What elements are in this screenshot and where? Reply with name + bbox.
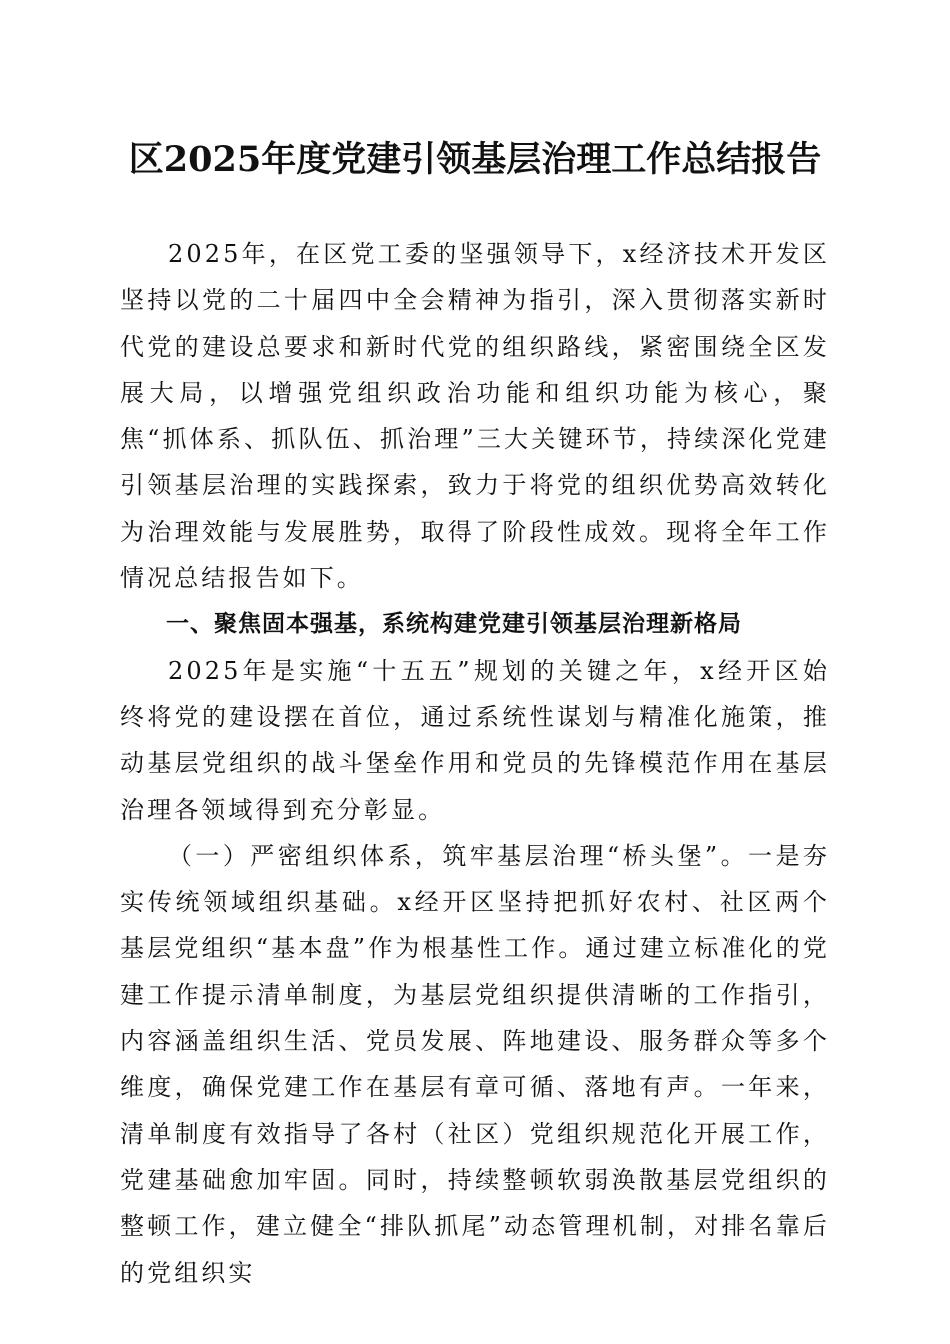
section-1-paragraph: 2025年是实施“十五五”规划的关键之年，x经开区始终将党的建设摆在首位，通过系统性谋划与精准化施策，推动基层党组织的战斗堡垒作用和党员的先锋模范作用在基层治理各领域得到充分彰显。 <box>120 656 830 824</box>
subsection-1-paragraph: （一）严密组织体系，筑牢基层治理“桥头堡”。一是夯实传统领域组织基础。x经开区坚持把抓好农村、社区两个基层党组织“基本盘”作为根基性工作。通过建立标准化的党建工作提示清单制度，为基层党组织提供清晰的工作指引，内容涵盖组织生活、党员发展、阵地建设、服务群众等多个维度，确保党建工作在基层有章可循、落地有声。一年来，清单制度有效指导了各村（社区）党组织规范化开展工作，党建基础愈加牢固。同时，持续整顿软弱涣散基层党组织的整顿工作，建立健全“排队抓尾”动态管理机制，对排名靠后的党组织实 <box>120 841 830 1287</box>
document-body <box>120 205 830 1296</box>
intro-paragraph: 2025年，在区党工委的坚强领导下，x经济技术开发区坚持以党的二十届四中全会精神为指引，深入贯彻落实新时代党的建设总要求和新时代党的组织路线，紧密围绕全区发展大局，以增强党组织政治功能和组织功能为核心，聚焦“抓体系、抓队伍、抓治理”三大关键环节，持续深化党建引领基层治理的实践探索，致力于将党的组织优势高效转化为治理效能与发展胜势，取得了阶段性成效。现将全年工作情况总结报告如下。 <box>120 240 830 593</box>
document-title: 区2025年度党建引领基层治理工作总结报告 <box>128 139 822 180</box>
section-heading-1: 一、聚焦固本强基，系统构建党建引领基层治理新格局 <box>166 611 742 638</box>
